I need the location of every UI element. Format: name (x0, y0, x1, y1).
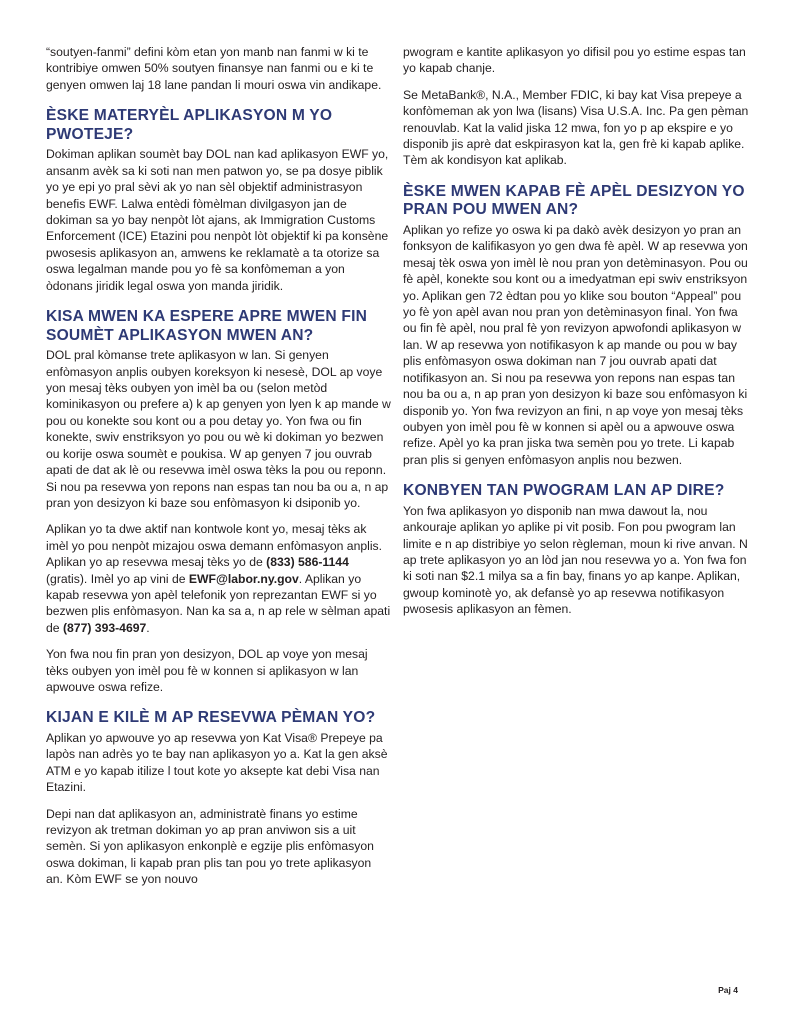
section-heading-application-protection: ÈSKE MATERYÈL APLIKASYON M YO PWOTEJE? (46, 107, 333, 143)
contact-text-b: (gratis). Imèl yo ap vini de (46, 571, 189, 586)
payments-paragraph-2: Depi nan dat aplikasyon an, administratè finans yo estime revizyon ak tretman dokiman yo ap pran anviwon sis a uit semèn. Si yon aplikasyon enkonplè e egzije plis enfòmasyon oswa dokiman, li kapab pran plis tan pou yo trete aplikasyon an. Kòm EWF se yon nouvo (46, 806, 374, 887)
program-duration-paragraph: Yon fwa aplikasyon yo disponib nan mwa dawout la, nou ankouraje aplikan yo aplike pi vit posib. Fon pou pwogram lan limite e n ap distribiye yo selon règleman, moun ki rive anvan. N ap trete aplikasyon yo an lòd jan nou resevwa yo a. Yon fwa fon ki soti nan $2.1 milya sa a fin bay, finans yo ap kanpe. Aplikan, gwoup kominotè yo, ak defansè yo ap resevwa notifikasyon pwosesis aplikasyon an fèmen. (403, 503, 748, 617)
after-submission-paragraph-1: DOL pral kòmanse trete aplikasyon w lan. Si genyen enfòmasyon anplis oubyen koreksyon ki nesesè, DOL ap voye yon mesaj tèks oubyen yon imèl ba ou (selon metòd kominikasyon ou prefere a) k ap genyen yon lyen k ap mande w pou ou konekte sou kont ou a pou detay yo. Yon fwa ou fin konekte, swiv enstriksyon yo pou ou wè ki dokiman yo bezwen ou korije oswa soumèt e poukisa. W ap genyen 7 jou ouvrab apati de dat ak lè ou resevwa imèl oswa tèks la pou ou reponn. Si nou pa resevwa yon repons nan espas tan nou ba ou a, n ap pran yon desizyon ki baze sou enfòmasyon ki dsiponib yo. (46, 348, 391, 510)
right-column (403, 44, 749, 628)
section-heading-after-submission: KISA MWEN KA ESPERE APRE MWEN FIN SOUMÈT APLIKASYON MWEN AN? (46, 308, 368, 344)
payments-paragraph-1: Aplikan yo apwouve yo ap resevwa yon Kat Visa® Prepeye pa lapòs nan adrès yo te bay nan aplikasyon yo a. Kat la gen aksè ATM e yo kapab itilize l tout kote yo aksepte kat debi Visa nan Etazini. (46, 730, 388, 795)
text-phone-number: (833) 586-1144 (266, 555, 349, 570)
appeal-paragraph: Aplikan yo refize yo oswa ki pa dakò avèk desizyon yo pran an fonksyon de kalifikasyon yo gen dwa fè apèl. W ap resevwa yon mesaj tèk oswa yon imèl lè nou pran yon detèminasyon. Pou ou fè apèl, konekte sou kont ou a imedyatman epi swiv enstriksyon yo. Aplikan gen 72 èdtan pou yo klike sou bouton “Appeal” pou yo fè yon apèl avan nou pran yon detèminasyon final. Yon fwa ou fin fè apèl, nou pral fè yon revizyon apwofondi aplikasyon w lan. W ap resevwa yon notifikasyon k ap mande ou pou w bay plis enfòmasyon oswa dokiman nan 7 jou ouvrab apati dat notifikasyon an. Si nou pa resevwa yon repons nan espas tan nou ba ou a, n ap pran yon desizyon ki baze sou enfòmasyon ki disponib yo. Yon fwa revizyon an fini, n ap voye yon mesaj tèks oubyen yon imèl pou fè w konnen si apèl ou a apwouve oswa refize. Apèl yo ka pran jiska twa semèn pou yo trete. Li kapab pran plis si genyen enfòmasyon anplis nou bezwen. (403, 223, 748, 467)
left-column (46, 44, 391, 898)
after-submission-paragraph-3: Yon fwa nou fin pran yon desizyon, DOL ap voye yon mesaj tèks oubyen yon imèl pou fè w konnen si aplikasyon w lan apwouve oswa refize. (46, 647, 368, 694)
section-heading-payments: KIJAN E KILÈ M AP RESEVWA PÈMAN YO? (46, 709, 376, 727)
intro-paragraph: “soutyen-fanmi” defini kòm etan yon manb nan fanmi w ki te kontribiye omwen 50% soutyen finansye nan fanmi ou e ki te genyen omwen laj 18 lane pandan li mouri oswa vin andikape. (46, 45, 382, 92)
continuation-paragraph: pwogram e kantite aplikasyon yo difisil pou yo estime espas tan yo kapab chanje. (403, 45, 746, 76)
after-submission-paragraph-2 (46, 521, 391, 636)
contact-text-c: . Aplikan yo kapab resevwa yon apèl telefonik yon reprezantan EWF si yo bezwen plis enfòmasyon. Nan ka sa a, n ap rele w sèlman apati de (46, 571, 391, 635)
contact-text-a: Aplikan yo ta dwe aktif nan kontwole kont yo, mesaj tèks ak imèl yo pou nenpòt mizajou oswa demann enfòmasyon anplis. Aplikan yo ap resevwa mesaj tèks yo de (46, 522, 383, 570)
section-heading-appeal: ÈSKE MWEN KAPAB FÈ APÈL DESIZYON YO PRAN POU MWEN AN? (403, 182, 745, 219)
contact-text-d: . (146, 620, 150, 635)
metabank-paragraph: Se MetaBank®, N.A., Member FDIC, ki bay kat Visa prepeye a konfòmeman ak yon lwa (lisans) Visa U.S.A. Inc. Pa gen pèman renouvlab. Kat la valid jiska 12 mwa, fon yo p ap ekspire e yo disponib jis aprè dat eskpirasyon kat la, gen frè ki kapab aplike. Tèm ak kondisyon kat aplikab. (403, 87, 749, 168)
application-protection-paragraph: Dokiman aplikan soumèt bay DOL nan kad aplikasyon EWF yo, ansanm avèk sa ki soti nan men patwon yo, se pa dosye piblik yo ye epi yo pral sèvi ak yo nan sèl objektif administrasyon benefis EWF. Lalwa entèdi fòmèlman divilgasyon jan de dokiman sa yo bay nenpòt lòt ajans, ak Immigration Customs Enforcement (ICE) Etazini pou nenpòt lòt objektif ki pa konsène pwosesis aplikasyon an, amwens ke reklamatè a ta otorize sa oswa legalman mande pou yo fè sa konfòmeman a yon òdonans jiridik legal oswa yon manda jiridik. (46, 147, 389, 293)
email-address: EWF@labor.ny.gov (188, 571, 299, 586)
page-number: Paj 4 (718, 985, 738, 995)
section-heading-program-duration: KONBYEN TAN PWOGRAM LAN AP DIRE? (403, 482, 725, 500)
call-phone-number: (877) 393-4697 (62, 620, 147, 635)
